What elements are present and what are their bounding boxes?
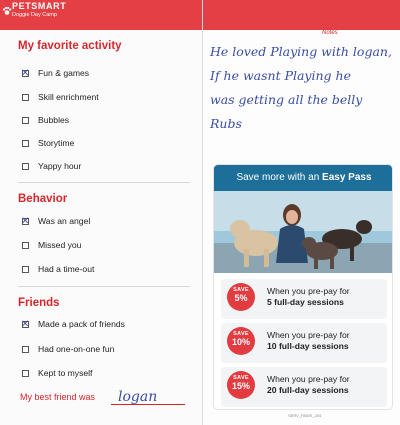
offer-15: [221, 367, 387, 407]
best-friend-label: My best friend was: [20, 392, 96, 402]
checkbox[interactable]: [22, 242, 29, 249]
item-label: Was an angel: [38, 216, 91, 226]
offer-text: [267, 374, 350, 396]
brand-subtitle: Doggie Day Camp: [12, 12, 57, 18]
badge-percent: 10%: [231, 337, 250, 347]
brand-logo: [12, 2, 66, 19]
offer-line1: When you pre-pay for: [267, 330, 350, 340]
header-band: [203, 0, 400, 30]
activity-item[interactable]: [22, 92, 99, 102]
activity-item[interactable]: [22, 115, 69, 125]
item-label: Had one-on-one fun: [38, 344, 115, 354]
checkbox[interactable]: [22, 370, 29, 377]
easy-pass-card: [213, 164, 393, 410]
item-label: Bubbles: [38, 115, 70, 125]
notes-label: Notes: [322, 30, 338, 36]
best-friend-name[interactable]: logan: [118, 389, 158, 405]
badge-save-label: SAVE: [233, 287, 249, 293]
paw-icon: [2, 6, 12, 16]
check-mark-icon: ✕: [21, 67, 30, 79]
item-label: Missed you: [38, 240, 82, 250]
brand-name: PETSMART: [12, 1, 67, 11]
activity-title: My favorite activity: [18, 40, 122, 52]
banner-text: Save more with an: [236, 172, 323, 183]
friends-item[interactable]: [22, 319, 125, 329]
easy-pass-banner: [214, 165, 393, 191]
dogs-photo: [214, 191, 393, 273]
item-label: Yappy hour: [38, 161, 82, 171]
item-label: Fun & games: [38, 68, 90, 78]
friends-title: Friends: [18, 297, 60, 309]
checkbox[interactable]: [22, 163, 29, 170]
divider: [18, 182, 190, 183]
behavior-item[interactable]: [22, 240, 81, 250]
item-label: Made a pack of friends: [38, 319, 125, 329]
behavior-item[interactable]: [22, 216, 90, 226]
badge-save-label: SAVE: [233, 375, 249, 381]
offer-5: [221, 279, 387, 319]
friends-item[interactable]: [22, 368, 92, 378]
activity-item[interactable]: [22, 138, 74, 148]
offer-line2: 20 full-day sessions: [267, 385, 349, 395]
offer-line1: When you pre-pay for: [267, 286, 350, 296]
badge-percent: 5%: [234, 293, 248, 303]
check-mark-icon: ✕: [21, 318, 30, 330]
checkbox[interactable]: [21, 215, 30, 227]
check-mark-icon: ✕: [21, 215, 30, 227]
badge-percent: 15%: [231, 381, 250, 391]
checkbox[interactable]: [21, 318, 30, 330]
save-badge: [227, 283, 255, 311]
activity-item[interactable]: [22, 68, 89, 78]
checkbox[interactable]: [22, 266, 29, 273]
item-label: Skill enrichment: [38, 92, 99, 102]
offer-text: [267, 330, 350, 352]
friends-item[interactable]: [22, 344, 114, 354]
behavior-title: Behavior: [18, 193, 68, 205]
checkbox[interactable]: [22, 140, 29, 147]
checkbox[interactable]: [22, 117, 29, 124]
offer-line1: When you pre-pay for: [267, 374, 350, 384]
banner-bold-text: Easy Pass: [322, 172, 372, 183]
divider: [18, 286, 190, 287]
save-badge: [227, 371, 255, 399]
offer-line2: 10 full-day sessions: [267, 341, 349, 351]
behavior-item[interactable]: [22, 264, 94, 274]
item-label: Kept to myself: [38, 368, 93, 378]
checkbox[interactable]: [22, 94, 29, 101]
offer-10: [221, 323, 387, 363]
footer-code: SERV_PAWS_204: [288, 413, 322, 418]
checkbox[interactable]: [22, 346, 29, 353]
badge-save-label: SAVE: [233, 331, 249, 337]
checkbox[interactable]: [21, 67, 30, 79]
offer-line2: 5 full-day sessions: [267, 297, 344, 307]
notes-text[interactable]: He loved Playing with logan, If he wasnt Playing he was getting all the belly Rubs: [210, 44, 392, 131]
item-label: Storytime: [38, 138, 75, 148]
save-badge: [227, 327, 255, 355]
item-label: Had a time-out: [38, 264, 95, 274]
activity-item[interactable]: [22, 161, 81, 171]
offer-text: [267, 286, 350, 308]
